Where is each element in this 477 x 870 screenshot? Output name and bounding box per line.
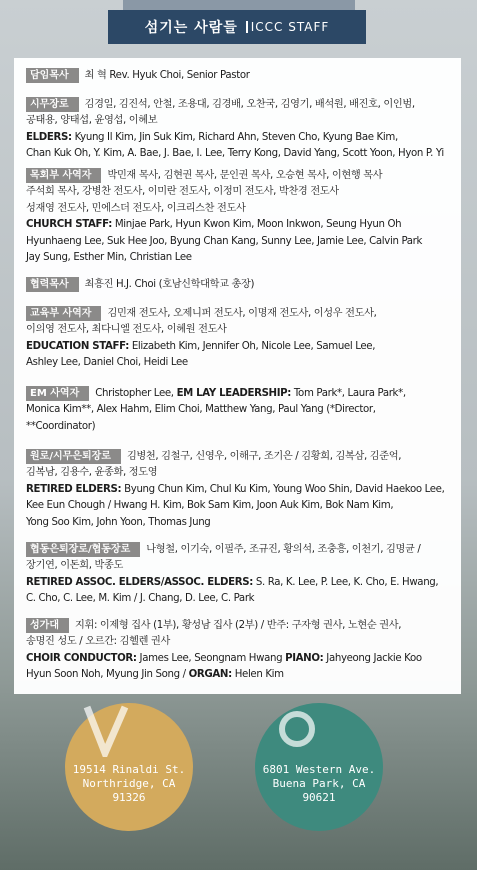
section-label: 교육부 사역자 (26, 306, 101, 321)
location-buena-park (255, 703, 383, 831)
staff-names: 주석희 목사, 강병찬 전도사, 이미란 전도사, 이정미 전도사, 박찬경 전도사 (26, 186, 339, 198)
address-line: 90621 (302, 791, 336, 804)
location-northridge (65, 703, 193, 831)
staff-names: **Coordinator) (26, 420, 96, 432)
staff-line (26, 168, 461, 184)
staff-line (26, 591, 461, 607)
o-campus-logo-icon (275, 707, 319, 751)
address-line: 91326 (112, 791, 146, 804)
section-label: 담임목사 (26, 68, 79, 83)
staff-names: C. Cho, C. Lee, M. Kim / J. Chang, D. Lee, C. Park (26, 593, 255, 605)
staff-names: Jay Sung, Esther Min, Christian Lee (26, 252, 192, 264)
staff-heading: CHOIR CONDUCTOR: (26, 652, 137, 664)
address-line: Northridge, CA (82, 777, 176, 790)
header-title-en: ICCC STAFF (250, 20, 330, 34)
address-northridge (73, 763, 186, 805)
staff-names: 김경일, 김진석, 안철, 조용대, 김경배, 오찬국, 김영기, 배석원, 배진호, 이인범, (84, 99, 415, 110)
section-assoc-elders (26, 542, 461, 608)
staff-names: Hyunhaeng Lee, Suk Hee Joo, Byung Chan Kang, Sunny Lee, Jamie Lee, Calvin Park (26, 235, 423, 247)
staff-names: Byung Chun Kim, Chul Ku Kim, Young Woo Shin, David Haekoo Lee, (121, 483, 445, 495)
staff-heading: RETIRED ASSOC. ELDERS/ASSOC. ELDERS: (26, 576, 253, 588)
staff-heading: PIANO: (285, 652, 324, 664)
staff-names: Chan Kuk Oh, Y. Kim, A. Bae, J. Bae, I. Lee, Terry Kong, David Yang, Scott Yoon, Hyon P. Yi (26, 148, 444, 160)
staff-heading: ORGAN: (188, 669, 232, 681)
staff-line (26, 217, 461, 233)
staff-names: 성재영 전도사, 민에스더 전도사, 이크리스찬 전도사 (26, 202, 246, 214)
staff-names: Kee Eun Chough / Hwang H. Kim, Bok Sam Kim, Joon Auk Kim, Bok Nam Kim, (26, 500, 394, 512)
staff-line (26, 667, 461, 683)
staff-names: 지휘: 이제형 집사 (1부), 황성남 집사 (2부) / 반주: 구자형 권사, 노현순 권사, (74, 620, 402, 631)
header-title-ko: 섬기는 사람들 (144, 20, 238, 36)
staff-line (26, 355, 461, 371)
section-label: 성가대 (26, 618, 69, 633)
staff-line (26, 339, 461, 355)
staff-names: Hyun Soon Noh, Myung Jin Song / (26, 669, 189, 681)
section-choir (26, 618, 461, 684)
staff-line (26, 651, 461, 667)
staff-line (26, 146, 461, 162)
staff-names: Tom Park*, Laura Park*, (291, 388, 406, 399)
section-label: 협동은퇴장로/협동장로 (26, 542, 140, 557)
staff-line (26, 482, 461, 498)
staff-names: 김병천, 김철구, 신영우, 이해구, 조기은 / 김황희, 김복삼, 김준억, (126, 451, 402, 462)
staff-names: 김복남, 김용수, 윤종화, 정도영 (26, 467, 158, 479)
staff-names: Elizabeth Kim, Jennifer Oh, Nicole Lee, Samuel Lee, (128, 340, 376, 352)
staff-panel (14, 58, 461, 694)
staff-line (26, 68, 461, 84)
staff-line (26, 419, 461, 435)
staff-line (26, 515, 461, 531)
staff-line (26, 449, 461, 465)
staff-names: Minjae Park, Hyun Kwon Kim, Moon Inkwon, Seung Hyun Oh (111, 219, 402, 231)
staff-heading: CHURCH STAFF: (26, 219, 112, 231)
staff-line (26, 386, 461, 402)
staff-line (26, 234, 461, 250)
staff-names: Helen Kim (231, 669, 284, 681)
staff-heading: ELDERS: (26, 131, 72, 143)
staff-line (26, 184, 461, 200)
section-senior-pastor (26, 68, 461, 84)
staff-line (26, 250, 461, 266)
staff-heading: EDUCATION STAFF: (26, 340, 129, 352)
address-buena-park (263, 763, 376, 805)
staff-names: 최 혁 Rev. Hyuk Choi, Senior Pastor (84, 70, 250, 81)
staff-names: Monica Kim**, Alex Hahm, Elim Choi, Matthew Yang, Paul Yang (*Director, (26, 404, 376, 416)
staff-names: 박민재 목사, 김현권 목사, 문인권 목사, 오승현 목사, 이현행 목사 (107, 170, 383, 181)
staff-line (26, 558, 461, 574)
section-associate-pastor (26, 277, 461, 293)
staff-names: Yong Soo Kim, John Yoon, Thomas Jung (26, 516, 211, 528)
section-label: 원로/시무은퇴장로 (26, 449, 121, 464)
staff-names: James Lee, Seongnam Hwang (136, 652, 286, 664)
staff-names: Jahyeong Jackie Koo (323, 652, 422, 664)
staff-line (26, 201, 461, 217)
section-elders (26, 97, 461, 163)
staff-names: 김민재 전도사, 오제니퍼 전도사, 이명재 전도사, 이성우 전도사, (107, 308, 377, 319)
section-label: 협력목사 (26, 277, 79, 292)
staff-line (26, 113, 461, 129)
section-church-staff (26, 168, 461, 266)
header-divider (246, 21, 248, 33)
staff-line (26, 97, 461, 113)
section-label: EM 사역자 (26, 386, 89, 401)
address-line: 19514 Rinaldi St. (72, 763, 186, 776)
section-em-staff (26, 386, 461, 435)
section-retired-elders (26, 449, 461, 531)
staff-names: 장기연, 이돈희, 박종도 (26, 560, 123, 572)
staff-line (26, 277, 461, 293)
staff-line (26, 575, 461, 591)
staff-names: Kyung Il Kim, Jin Suk Kim, Richard Ahn, Steven Cho, Kyung Bae Kim, (71, 131, 398, 143)
staff-line (26, 322, 461, 338)
section-education-staff (26, 306, 461, 372)
page-header (108, 10, 366, 44)
address-line: Buena Park, CA (272, 777, 366, 790)
v-campus-logo-icon (81, 705, 141, 757)
staff-names: 최흥진 H.J. Choi (호남신학대학교 총장) (84, 279, 255, 290)
staff-line (26, 542, 461, 558)
staff-line (26, 402, 461, 418)
section-label: 시무장로 (26, 97, 79, 112)
staff-line (26, 498, 461, 514)
staff-names: Ashley Lee, Daniel Choi, Heidi Lee (26, 357, 188, 369)
staff-line (26, 634, 461, 650)
staff-line (26, 130, 461, 146)
staff-names: Christopher Lee, (95, 388, 177, 399)
staff-names: 송명진 성도 / 오르간: 김헬렌 권사 (26, 636, 170, 648)
staff-heading: EM LAY LEADERSHIP: (176, 388, 292, 399)
address-line: 6801 Western Ave. (262, 763, 376, 776)
staff-names: 이의영 전도사, 최다니엘 전도사, 이혜원 전도사 (26, 324, 227, 336)
section-label: 목회부 사역자 (26, 168, 101, 183)
staff-line (26, 465, 461, 481)
staff-names: 나형철, 이기숙, 이필주, 조규진, 황의석, 조충흥, 이천기, 김명균 / (146, 544, 421, 555)
staff-names: S. Ra, K. Lee, P. Lee, K. Cho, E. Hwang, (252, 576, 439, 588)
staff-line (26, 618, 461, 634)
staff-names: 공태용, 양태섭, 윤영섭, 이혜보 (26, 115, 158, 127)
staff-line (26, 306, 461, 322)
staff-heading: RETIRED ELDERS: (26, 483, 122, 495)
